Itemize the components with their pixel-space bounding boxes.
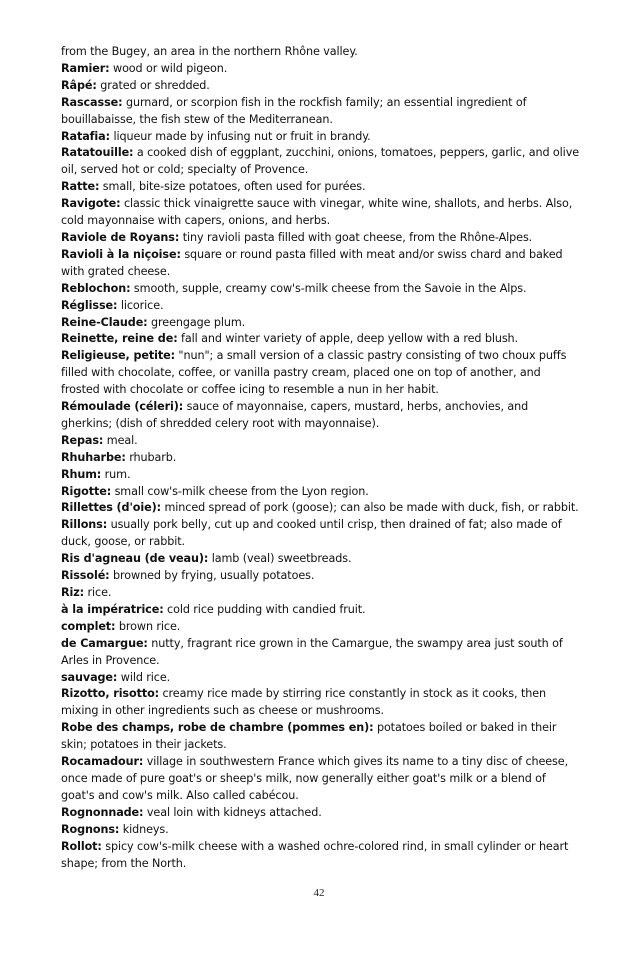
glossary-entry bbox=[61, 433, 579, 450]
glossary-entry bbox=[61, 78, 579, 95]
glossary-entry bbox=[61, 517, 579, 551]
entry-definition: rum. bbox=[104, 467, 131, 481]
glossary-entry bbox=[61, 247, 579, 281]
entry-term: Robe des champs, robe de chambre (pommes en): bbox=[61, 721, 374, 735]
entry-definition: a cooked dish of eggplant, zucchini, onions, tomatoes, peppers, garlic, and olive oil, served hot or cold; specialty of Provence. bbox=[61, 146, 579, 177]
entry-definition: small, bite-size potatoes, often used for purées. bbox=[102, 180, 366, 194]
entry-definition: village in southwestern France which gives its name to a tiny disc of cheese, once made of pure goat's or sheep's milk, now generally either goat's milk or a blend of goat's and cow's milk. Also called cabécou. bbox=[61, 755, 569, 802]
entry-definition: square or round pasta filled with meat and/or swiss chard and baked with grated cheese. bbox=[61, 247, 563, 278]
entry-definition: veal loin with kidneys attached. bbox=[146, 805, 322, 819]
entry-definition: nutty, fragrant rice grown in the Camargue, the swampy area just south of Arles in Provence. bbox=[61, 636, 563, 667]
entry-term: Ratte: bbox=[61, 180, 100, 194]
entry-term: Repas: bbox=[61, 433, 104, 447]
entry-term: Rollot: bbox=[61, 839, 102, 853]
glossary-entry bbox=[61, 551, 579, 568]
entry-definition: lamb (veal) sweetbreads. bbox=[211, 552, 352, 566]
glossary-entry bbox=[61, 602, 579, 619]
entry-definition: grated or shredded. bbox=[100, 78, 210, 92]
entry-definition: fall and winter variety of apple, deep yellow with a red blush. bbox=[181, 332, 518, 346]
entry-definition: licorice. bbox=[120, 298, 164, 312]
glossary-entry bbox=[61, 298, 579, 315]
entry-term: Reine-Claude: bbox=[61, 315, 148, 329]
entry-definition: spicy cow's-milk cheese with a washed ochre-colored rind, in small cylinder or heart shape; from the North. bbox=[61, 839, 569, 870]
glossary-entry bbox=[61, 129, 579, 146]
glossary-entry bbox=[61, 686, 579, 720]
entry-term: Râpé: bbox=[61, 78, 97, 92]
entry-term: Ramier: bbox=[61, 61, 110, 75]
entry-definition: browned by frying, usually potatoes. bbox=[113, 569, 315, 583]
glossary-page bbox=[61, 44, 579, 872]
entry-term: Réglisse: bbox=[61, 298, 118, 312]
glossary-entry bbox=[61, 839, 579, 873]
entry-term: Ratatouille: bbox=[61, 146, 134, 160]
glossary-entry bbox=[61, 822, 579, 839]
entry-term: Rigotte: bbox=[61, 484, 112, 498]
entry-term: Riz: bbox=[61, 586, 85, 599]
entry-term: Rillons: bbox=[61, 518, 108, 532]
glossary-entry bbox=[61, 670, 579, 687]
entry-term: Rascasse: bbox=[61, 95, 123, 109]
entry-definition: usually pork belly, cut up and cooked until crisp, then drained of fat; also made of duck, goose, or rabbit. bbox=[61, 518, 562, 549]
entry-term: Ratafia: bbox=[61, 129, 110, 143]
glossary-entry bbox=[61, 450, 579, 467]
entry-term: Rillettes (d'oie): bbox=[61, 501, 161, 515]
entry-definition: "nun"; a small version of a classic pastry consisting of two choux puffs filled with chocolate, coffee, or vanilla pastry cream, placed one on top of another, and frosted with chocolate or coffee icing to resemble a nun in her habit. bbox=[61, 349, 567, 397]
entry-term: complet: bbox=[61, 619, 116, 633]
entry-term: sauvage: bbox=[61, 670, 118, 684]
glossary-entry bbox=[61, 61, 579, 78]
entry-definition: rice. bbox=[87, 586, 112, 599]
glossary-entry bbox=[61, 399, 579, 433]
entry-term: Rognons: bbox=[61, 822, 120, 836]
entry-definition: liqueur made by infusing nut or fruit in brandy. bbox=[113, 129, 371, 143]
entry-term: à la impératrice: bbox=[61, 602, 164, 616]
entry-term: Religieuse, petite: bbox=[61, 349, 175, 363]
entry-term: Raviole de Royans: bbox=[61, 230, 180, 244]
glossary-entry bbox=[61, 805, 579, 822]
glossary-entry bbox=[61, 348, 579, 399]
glossary-entry bbox=[61, 44, 579, 61]
entry-definition: classic thick vinaigrette sauce with vinegar, white wine, shallots, and herbs. Also, cold mayonnaise with capers, onions, and herbs. bbox=[61, 197, 573, 228]
entry-definition: kidneys. bbox=[122, 822, 169, 836]
entry-definition: small cow's-milk cheese from the Lyon region. bbox=[114, 484, 369, 498]
entry-definition: wood or wild pigeon. bbox=[113, 61, 228, 75]
entry-term: Rhuharbe: bbox=[61, 450, 126, 464]
entry-term: Reblochon: bbox=[61, 281, 131, 295]
entry-term: Ris d'agneau (de veau): bbox=[61, 552, 209, 566]
page-number: 42 bbox=[313, 887, 325, 899]
glossary-entry bbox=[61, 467, 579, 484]
entry-definition: sauce of mayonnaise, capers, mustard, herbs, anchovies, and gherkins; (dish of shredded celery root with mayonnaise). bbox=[61, 400, 529, 430]
entry-definition: wild rice. bbox=[120, 670, 171, 684]
glossary-entry bbox=[61, 179, 579, 196]
glossary-entry bbox=[61, 500, 579, 517]
entry-definition: meal. bbox=[106, 433, 138, 447]
glossary-entry bbox=[61, 331, 579, 348]
glossary-entry bbox=[61, 281, 579, 298]
glossary-entry bbox=[61, 720, 579, 754]
glossary-entry bbox=[61, 315, 579, 332]
entry-definition: tiny ravioli pasta filled with goat cheese, from the Rhône-Alpes. bbox=[182, 230, 533, 244]
entry-definition: cold rice pudding with candied fruit. bbox=[167, 602, 366, 616]
glossary-entry bbox=[61, 754, 579, 805]
entry-definition: greengage plum. bbox=[151, 315, 246, 329]
glossary-entry bbox=[61, 636, 579, 670]
entry-term: Ravioli à la niçoise: bbox=[61, 247, 181, 261]
glossary-entry bbox=[61, 95, 579, 129]
entry-definition: potatoes boiled or baked in their skin; potatoes in their jackets. bbox=[61, 721, 557, 752]
glossary-entry bbox=[61, 568, 579, 585]
entry-definition: from the Bugey, an area in the northern Rhône valley. bbox=[61, 45, 358, 58]
entry-term: Ravigote: bbox=[61, 197, 121, 211]
glossary-entry bbox=[61, 196, 579, 230]
entry-term: Reinette, reine de: bbox=[61, 332, 178, 346]
glossary-entry bbox=[61, 585, 579, 602]
entry-definition: rhubarb. bbox=[129, 450, 177, 464]
entry-definition: gurnard, or scorpion fish in the rockfish family; an essential ingredient of bouillabaisse, the fish stew of the Mediterranean. bbox=[61, 95, 527, 126]
glossary-entry bbox=[61, 619, 579, 636]
entry-definition: brown rice. bbox=[118, 619, 181, 633]
glossary-entry bbox=[61, 145, 579, 179]
entry-term: Rissolé: bbox=[61, 569, 110, 583]
entry-term: Rizotto, risotto: bbox=[61, 687, 160, 701]
entry-term: Rémoulade (céleri): bbox=[61, 400, 184, 414]
entry-definition: creamy rice made by stirring rice constantly in stock as it cooks, then mixing in other ingredients such as cheese or mushrooms. bbox=[61, 687, 546, 718]
entry-term: Rocamadour: bbox=[61, 755, 144, 769]
entry-term: Rognonnade: bbox=[61, 805, 144, 819]
entry-definition: smooth, supple, creamy cow's-milk cheese from the Savoie in the Alps. bbox=[133, 281, 527, 295]
entry-term: Rhum: bbox=[61, 467, 102, 481]
glossary-entry bbox=[61, 484, 579, 501]
glossary-entry bbox=[61, 230, 579, 247]
entry-definition: minced spread of pork (goose); can also be made with duck, fish, or rabbit. bbox=[164, 501, 579, 515]
entry-term: de Camargue: bbox=[61, 636, 148, 650]
